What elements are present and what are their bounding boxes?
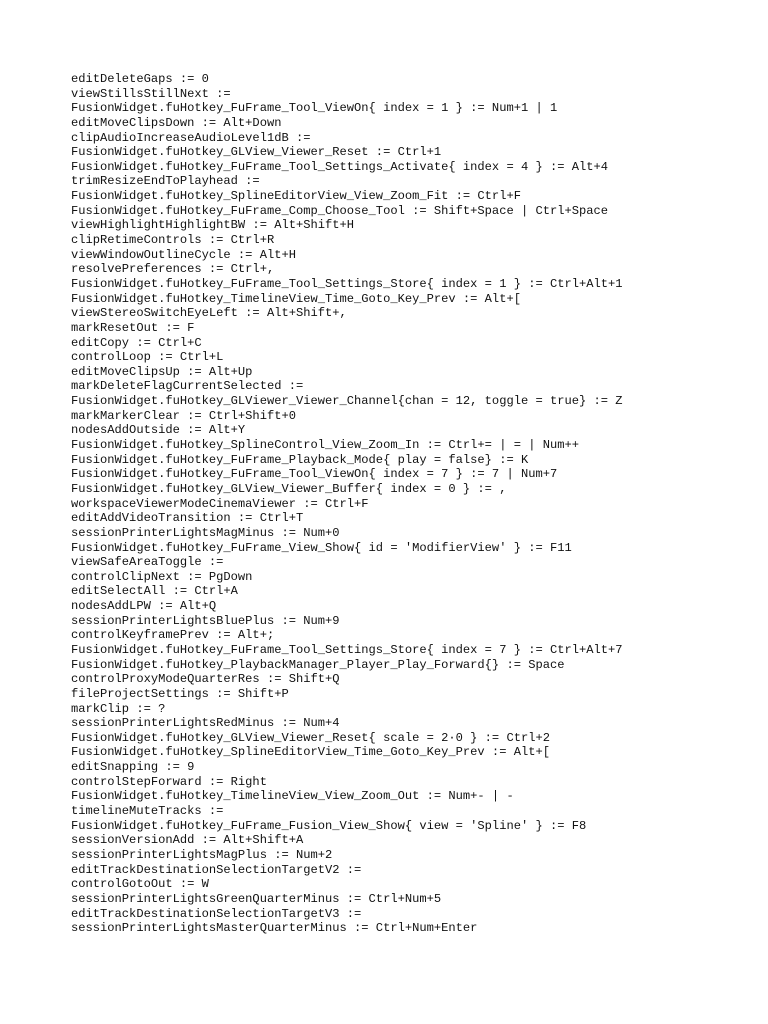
hotkey-line: editDeleteGaps := 0 <box>71 72 209 86</box>
hotkey-line: editSnapping := 9 <box>71 760 195 775</box>
hotkey-line: trimResizeEndToPlayhead := <box>71 174 260 189</box>
hotkey-line: viewStillsStillNext := <box>71 86 231 101</box>
hotkey-line: controlStepForward := Right <box>71 774 267 789</box>
hotkey-line: FusionWidget.fuHotkey_PlaybackManager_Player_Play_Forward{} := Space <box>71 657 565 672</box>
hotkey-line: sessionPrinterLightsMagMinus := Num+0 <box>71 525 340 540</box>
hotkey-line: FusionWidget.fuHotkey_GLView_Viewer_Reset := Ctrl+1 <box>71 145 442 160</box>
hotkey-line: viewStereoSwitchEyeLeft := Alt+Shift+, <box>71 306 347 321</box>
hotkey-line: markClip := ? <box>71 701 166 716</box>
hotkey-line: markMarkerClear := Ctrl+Shift+0 <box>71 408 296 423</box>
hotkey-line: markResetOut := F <box>71 320 195 335</box>
hotkey-line: sessionPrinterLightsGreenQuarterMinus := Ctrl+Num+5 <box>71 891 442 906</box>
hotkey-line: sessionVersionAdd := Alt+Shift+A <box>71 833 304 848</box>
hotkey-line: resolvePreferences := Ctrl+, <box>71 262 275 277</box>
hotkey-line: clipAudioIncreaseAudioLevel1dB := <box>71 130 311 145</box>
hotkey-line: FusionWidget.fuHotkey_TimelineView_Time_Goto_Key_Prev := Alt+[ <box>71 291 521 306</box>
hotkey-line: editTrackDestinationSelectionTargetV3 := <box>71 906 362 921</box>
hotkey-line: nodesAddOutside := Alt+Y <box>71 423 246 438</box>
hotkey-line: fileProjectSettings := Shift+P <box>71 686 289 701</box>
hotkey-line: clipRetimeControls := Ctrl+R <box>71 233 275 248</box>
hotkey-line: markDeleteFlagCurrentSelected := <box>71 379 304 394</box>
hotkey-line: editAddVideoTransition := Ctrl+T <box>71 511 304 526</box>
hotkey-line: editMoveClipsUp := Alt+Up <box>71 364 253 379</box>
hotkey-line: FusionWidget.fuHotkey_GLViewer_Viewer_Channel{chan = 12, toggle = true} := Z <box>71 394 623 409</box>
hotkey-line: sessionPrinterLightsMasterQuarterMinus := Ctrl+Num+Enter <box>71 921 478 936</box>
hotkey-line: editMoveClipsDown := Alt+Down <box>71 115 282 130</box>
hotkey-line: FusionWidget.fuHotkey_FuFrame_Tool_Settings_Store{ index = 1 } := Ctrl+Alt+1 <box>71 276 623 291</box>
hotkey-line: viewSafeAreaToggle := <box>71 555 224 570</box>
hotkey-line: viewHighlightHighlightBW := Alt+Shift+H <box>71 218 355 233</box>
hotkey-line: controlClipNext := PgDown <box>71 569 253 584</box>
hotkey-line: FusionWidget.fuHotkey_FuFrame_View_Show{ id = 'ModifierView' } := F11 <box>71 540 572 555</box>
hotkey-line: FusionWidget.fuHotkey_TimelineView_View_Zoom_Out := Num+- | - <box>71 789 514 804</box>
hotkey-line: FusionWidget.fuHotkey_SplineEditorView_View_Zoom_Fit := Ctrl+F <box>71 189 521 204</box>
hotkey-line: FusionWidget.fuHotkey_FuFrame_Fusion_View_Show{ view = 'Spline' } := F8 <box>71 818 587 833</box>
hotkey-line: sessionPrinterLightsMagPlus := Num+2 <box>71 847 333 862</box>
hotkey-line: timelineMuteTracks := <box>71 804 224 819</box>
hotkey-line: sessionPrinterLightsRedMinus := Num+4 <box>71 716 340 731</box>
hotkey-line: FusionWidget.fuHotkey_SplineEditorView_Time_Goto_Key_Prev := Alt+[ <box>71 745 550 760</box>
hotkey-line: FusionWidget.fuHotkey_FuFrame_Tool_Settings_Activate{ index = 4 } := Alt+4 <box>71 159 609 174</box>
hotkey-listing <box>71 72 761 936</box>
hotkey-line: FusionWidget.fuHotkey_FuFrame_Tool_ViewOn{ index = 7 } := 7 | Num+7 <box>71 467 558 482</box>
hotkey-line: FusionWidget.fuHotkey_FuFrame_Tool_ViewOn{ index = 1 } := Num+1 | 1 <box>71 101 558 116</box>
hotkey-line: editSelectAll := Ctrl+A <box>71 584 238 599</box>
hotkey-line: FusionWidget.fuHotkey_GLView_Viewer_Buffer{ index = 0 } := , <box>71 481 507 496</box>
hotkey-line: FusionWidget.fuHotkey_FuFrame_Playback_Mode{ play = false} := K <box>71 452 529 467</box>
hotkey-line: FusionWidget.fuHotkey_SplineControl_View_Zoom_In := Ctrl+= | = | Num++ <box>71 438 580 453</box>
hotkey-line: controlKeyframePrev := Alt+; <box>71 628 275 643</box>
hotkey-line: editCopy := Ctrl+C <box>71 335 202 350</box>
hotkey-line: nodesAddLPW := Alt+Q <box>71 599 217 614</box>
hotkey-line: FusionWidget.fuHotkey_FuFrame_Tool_Settings_Store{ index = 7 } := Ctrl+Alt+7 <box>71 642 623 657</box>
hotkey-line: editTrackDestinationSelectionTargetV2 := <box>71 862 362 877</box>
hotkey-line: FusionWidget.fuHotkey_FuFrame_Comp_Choose_Tool := Shift+Space | Ctrl+Space <box>71 203 609 218</box>
hotkey-line: sessionPrinterLightsBluePlus := Num+9 <box>71 613 340 628</box>
hotkey-line: controlGotoOut := W <box>71 877 209 892</box>
hotkey-line: viewWindowOutlineCycle := Alt+H <box>71 247 296 262</box>
hotkey-line: controlProxyModeQuarterRes := Shift+Q <box>71 672 340 687</box>
hotkey-line: workspaceViewerModeCinemaViewer := Ctrl+F <box>71 496 369 511</box>
hotkey-line: controlLoop := Ctrl+L <box>71 350 224 365</box>
hotkey-line: FusionWidget.fuHotkey_GLView_Viewer_Reset{ scale = 2·0 } := Ctrl+2 <box>71 730 550 745</box>
